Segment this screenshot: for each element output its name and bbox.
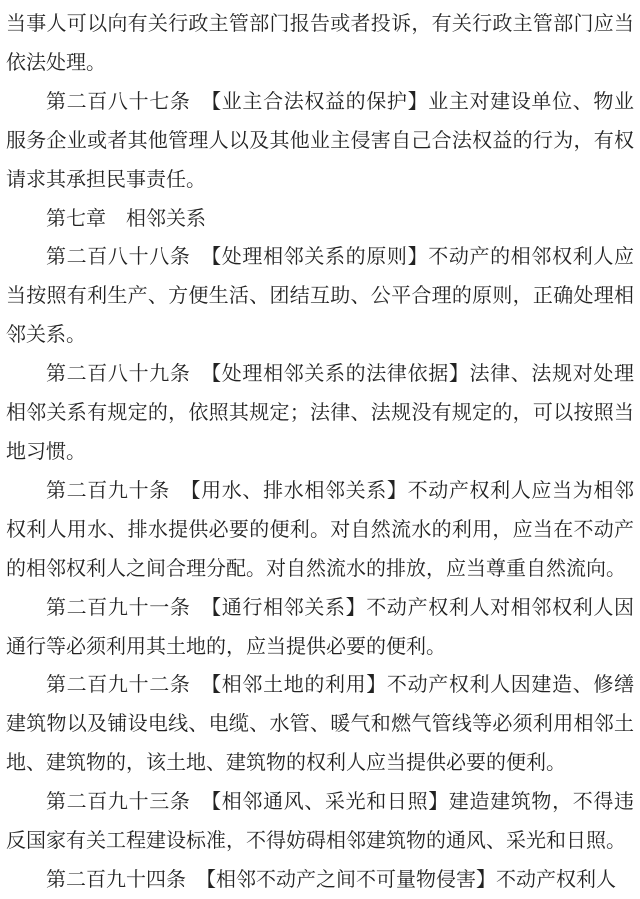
paragraph-text: 第二百九十条 【用水、排水相邻关系】不动产权利人应当为相邻权利人用水、排水提供必要的便利。对自然流水的利用，应当在不动产的相邻权利人之间合理分配。对自然流水的排放，应当尊重自然流向。	[6, 477, 634, 580]
paragraph-text: 第二百八十七条 【业主合法权益的保护】业主对建设单位、物业服务企业或者其他管理人以及其他业主侵害自己合法权益的行为，有权请求其承担民事责任。	[6, 88, 634, 191]
article-294	[6, 860, 634, 899]
article-291	[6, 588, 634, 666]
paragraph-text: 第二百九十一条 【通行相邻关系】不动产权利人对相邻权利人因通行等必须利用其土地的，应当提供必要的便利。	[6, 594, 634, 658]
paragraph-text: 当事人可以向有关行政主管部门报告或者投诉，有关行政主管部门应当依法处理。	[6, 11, 634, 74]
article-287	[6, 82, 634, 199]
article-293	[6, 782, 634, 860]
article-288	[6, 237, 634, 354]
paragraph-text: 第二百八十九条 【处理相邻关系的法律依据】法律、法规对处理相邻关系有规定的，依照其规定；法律、法规没有规定的，可以按照当地习惯。	[6, 361, 634, 463]
document-page	[6, 4, 634, 899]
paragraph-text: 第二百九十二条 【相邻土地的利用】不动产权利人因建造、修缮建筑物以及铺设电线、电缆、水管、暖气和燃气管线等必须利用相邻土地、建筑物的，该土地、建筑物的权利人应当提供必要的便利。	[6, 672, 634, 775]
article-289	[6, 354, 634, 471]
paragraph-text: 第二百八十八条 【处理相邻关系的原则】不动产的相邻权利人应当按照有利生产、方便生活、团结互助、公平合理的原则，正确处理相邻关系。	[6, 244, 634, 347]
paragraph-text: 第二百九十三条 【相邻通风、采光和日照】建造建筑物，不得违反国家有关工程建设标准，不得妨碍相邻建筑物的通风、采光和日照。	[6, 789, 634, 853]
chapter-title: 第七章 相邻关系	[46, 205, 206, 230]
paragraph-continuation	[6, 4, 634, 82]
chapter-heading	[6, 199, 634, 238]
article-292	[6, 665, 634, 782]
paragraph-text: 第二百九十四条 【相邻不动产之间不可量物侵害】不动产权利人	[46, 866, 616, 891]
article-290	[6, 471, 634, 588]
